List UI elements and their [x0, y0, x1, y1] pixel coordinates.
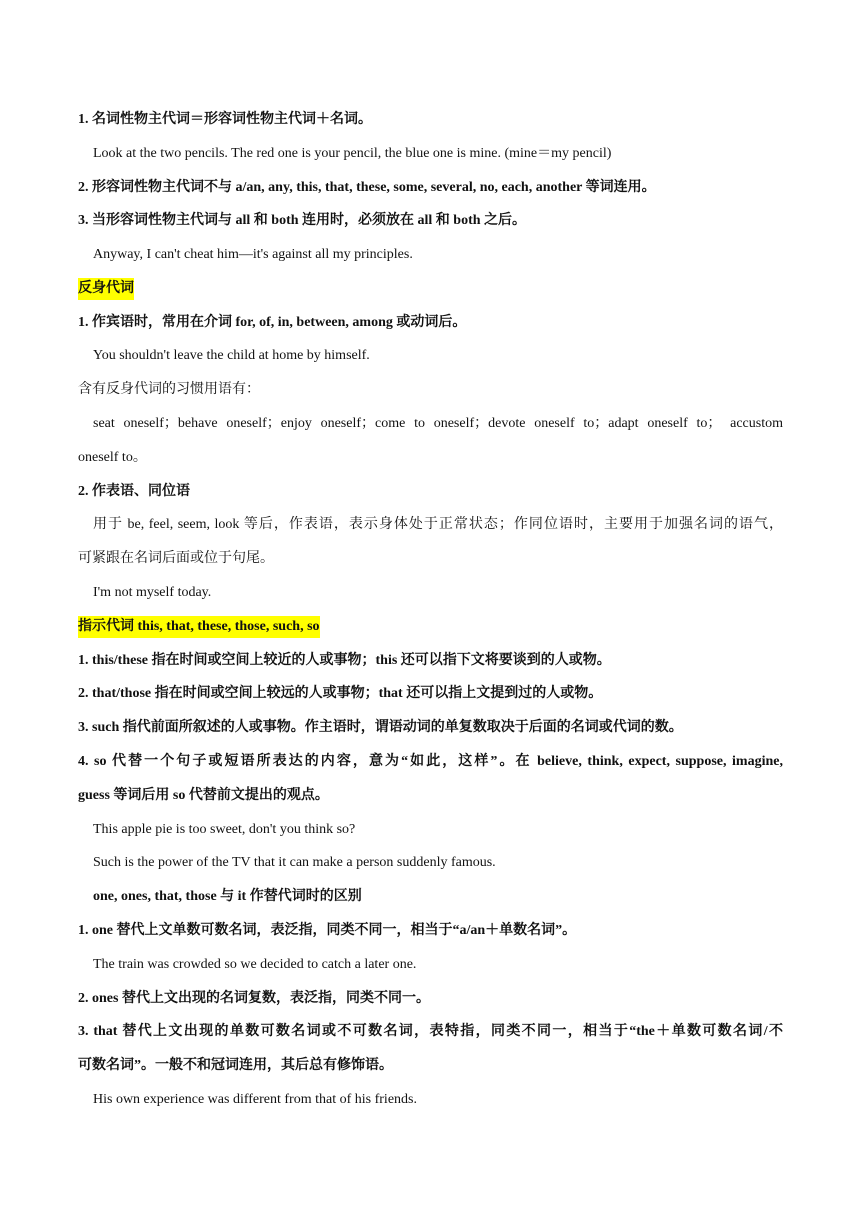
highlighted-heading: 指示代词 this, that, these, those, such, so	[78, 616, 320, 638]
example-sentence: I'm not myself today.	[93, 585, 212, 600]
example-sentence: Look at the two pencils. The red one is your pencil, the blue one is mine. (mine＝my pencil)	[93, 146, 612, 161]
rule-2: 2. ones 替代上文出现的名词复数，表泛指，同类不同一。	[78, 991, 430, 1006]
rule-3: 3. such 指代前面所叙述的人或事物。作主语时，谓语动词的单复数取决于后面的名词或代词的数。	[78, 720, 683, 735]
example-sentence: This apple pie is too sweet, don't you think so?	[93, 822, 356, 837]
rule-3-continued: 可数名词”。一般不和冠词连用，其后总有修饰语。	[78, 1058, 393, 1073]
example-sentence: His own experience was different from that of his friends.	[93, 1092, 417, 1107]
explanation-continued: 可紧跟在名词后面或位于句尾。	[78, 551, 274, 566]
rule-2: 2. that/those 指在时间或空间上较远的人或事物；that 还可以指上文提到过的人或物。	[78, 686, 603, 701]
rule-1: 1. one 替代上文单数可数名词，表泛指，同类不同一，相当于“a/an＋单数名词”。	[78, 923, 577, 938]
subsection-heading: one, ones, that, those 与 it 作替代词时的区别	[93, 889, 362, 904]
idiom-list-continued: oneself to。	[78, 450, 147, 465]
example-sentence: The train was crowded so we decided to catch a later one.	[93, 957, 417, 972]
explanation: 用于 be, feel, seem, look 等后，作表语，表示身体处于正常状态；作同位语时，主要用于加强名词的语气，	[93, 517, 783, 532]
section-heading-reflexive	[78, 279, 783, 299]
rule-2: 2. 形容词性物主代词不与 a/an, any, this, that, these, some, several, no, each, another 等词连用。	[78, 180, 656, 195]
example-sentence: You shouldn't leave the child at home by himself.	[93, 348, 370, 363]
example-sentence: Anyway, I can't cheat him—it's against all my principles.	[93, 247, 413, 262]
rule-2: 2. 作表语、同位语	[78, 484, 190, 499]
rule-1: 1. 名词性物主代词＝形容词性物主代词＋名词。	[78, 112, 372, 127]
idiom-list: seat oneself；behave oneself；enjoy oneself；come to oneself；devote oneself to；adapt oneself to； accustom	[93, 416, 783, 431]
section-heading-demonstrative	[78, 617, 783, 637]
rule-3: 3. that 替代上文出现的单数可数名词或不可数名词，表特指，同类不同一，相当于“the＋单数可数名词/不	[78, 1024, 783, 1039]
idiom-intro: 含有反身代词的习惯用语有：	[78, 382, 260, 397]
highlighted-heading: 反身代词	[78, 278, 134, 300]
example-sentence: Such is the power of the TV that it can make a person suddenly famous.	[93, 855, 496, 870]
rule-1: 1. 作宾语时，常用在介词 for, of, in, between, among 或动词后。	[78, 315, 467, 330]
rule-4: 4. so 代替一个句子或短语所表达的内容，意为“如此，这样”。在 believe, think, expect, suppose, imagine,	[78, 754, 783, 769]
rule-3: 3. 当形容词性物主代词与 all 和 both 连用时，必须放在 all 和 both 之后。	[78, 213, 527, 228]
rule-4-continued: guess 等词后用 so 代替前文提出的观点。	[78, 788, 329, 803]
rule-1: 1. this/these 指在时间或空间上较近的人或事物；this 还可以指下文将要谈到的人或物。	[78, 653, 611, 668]
